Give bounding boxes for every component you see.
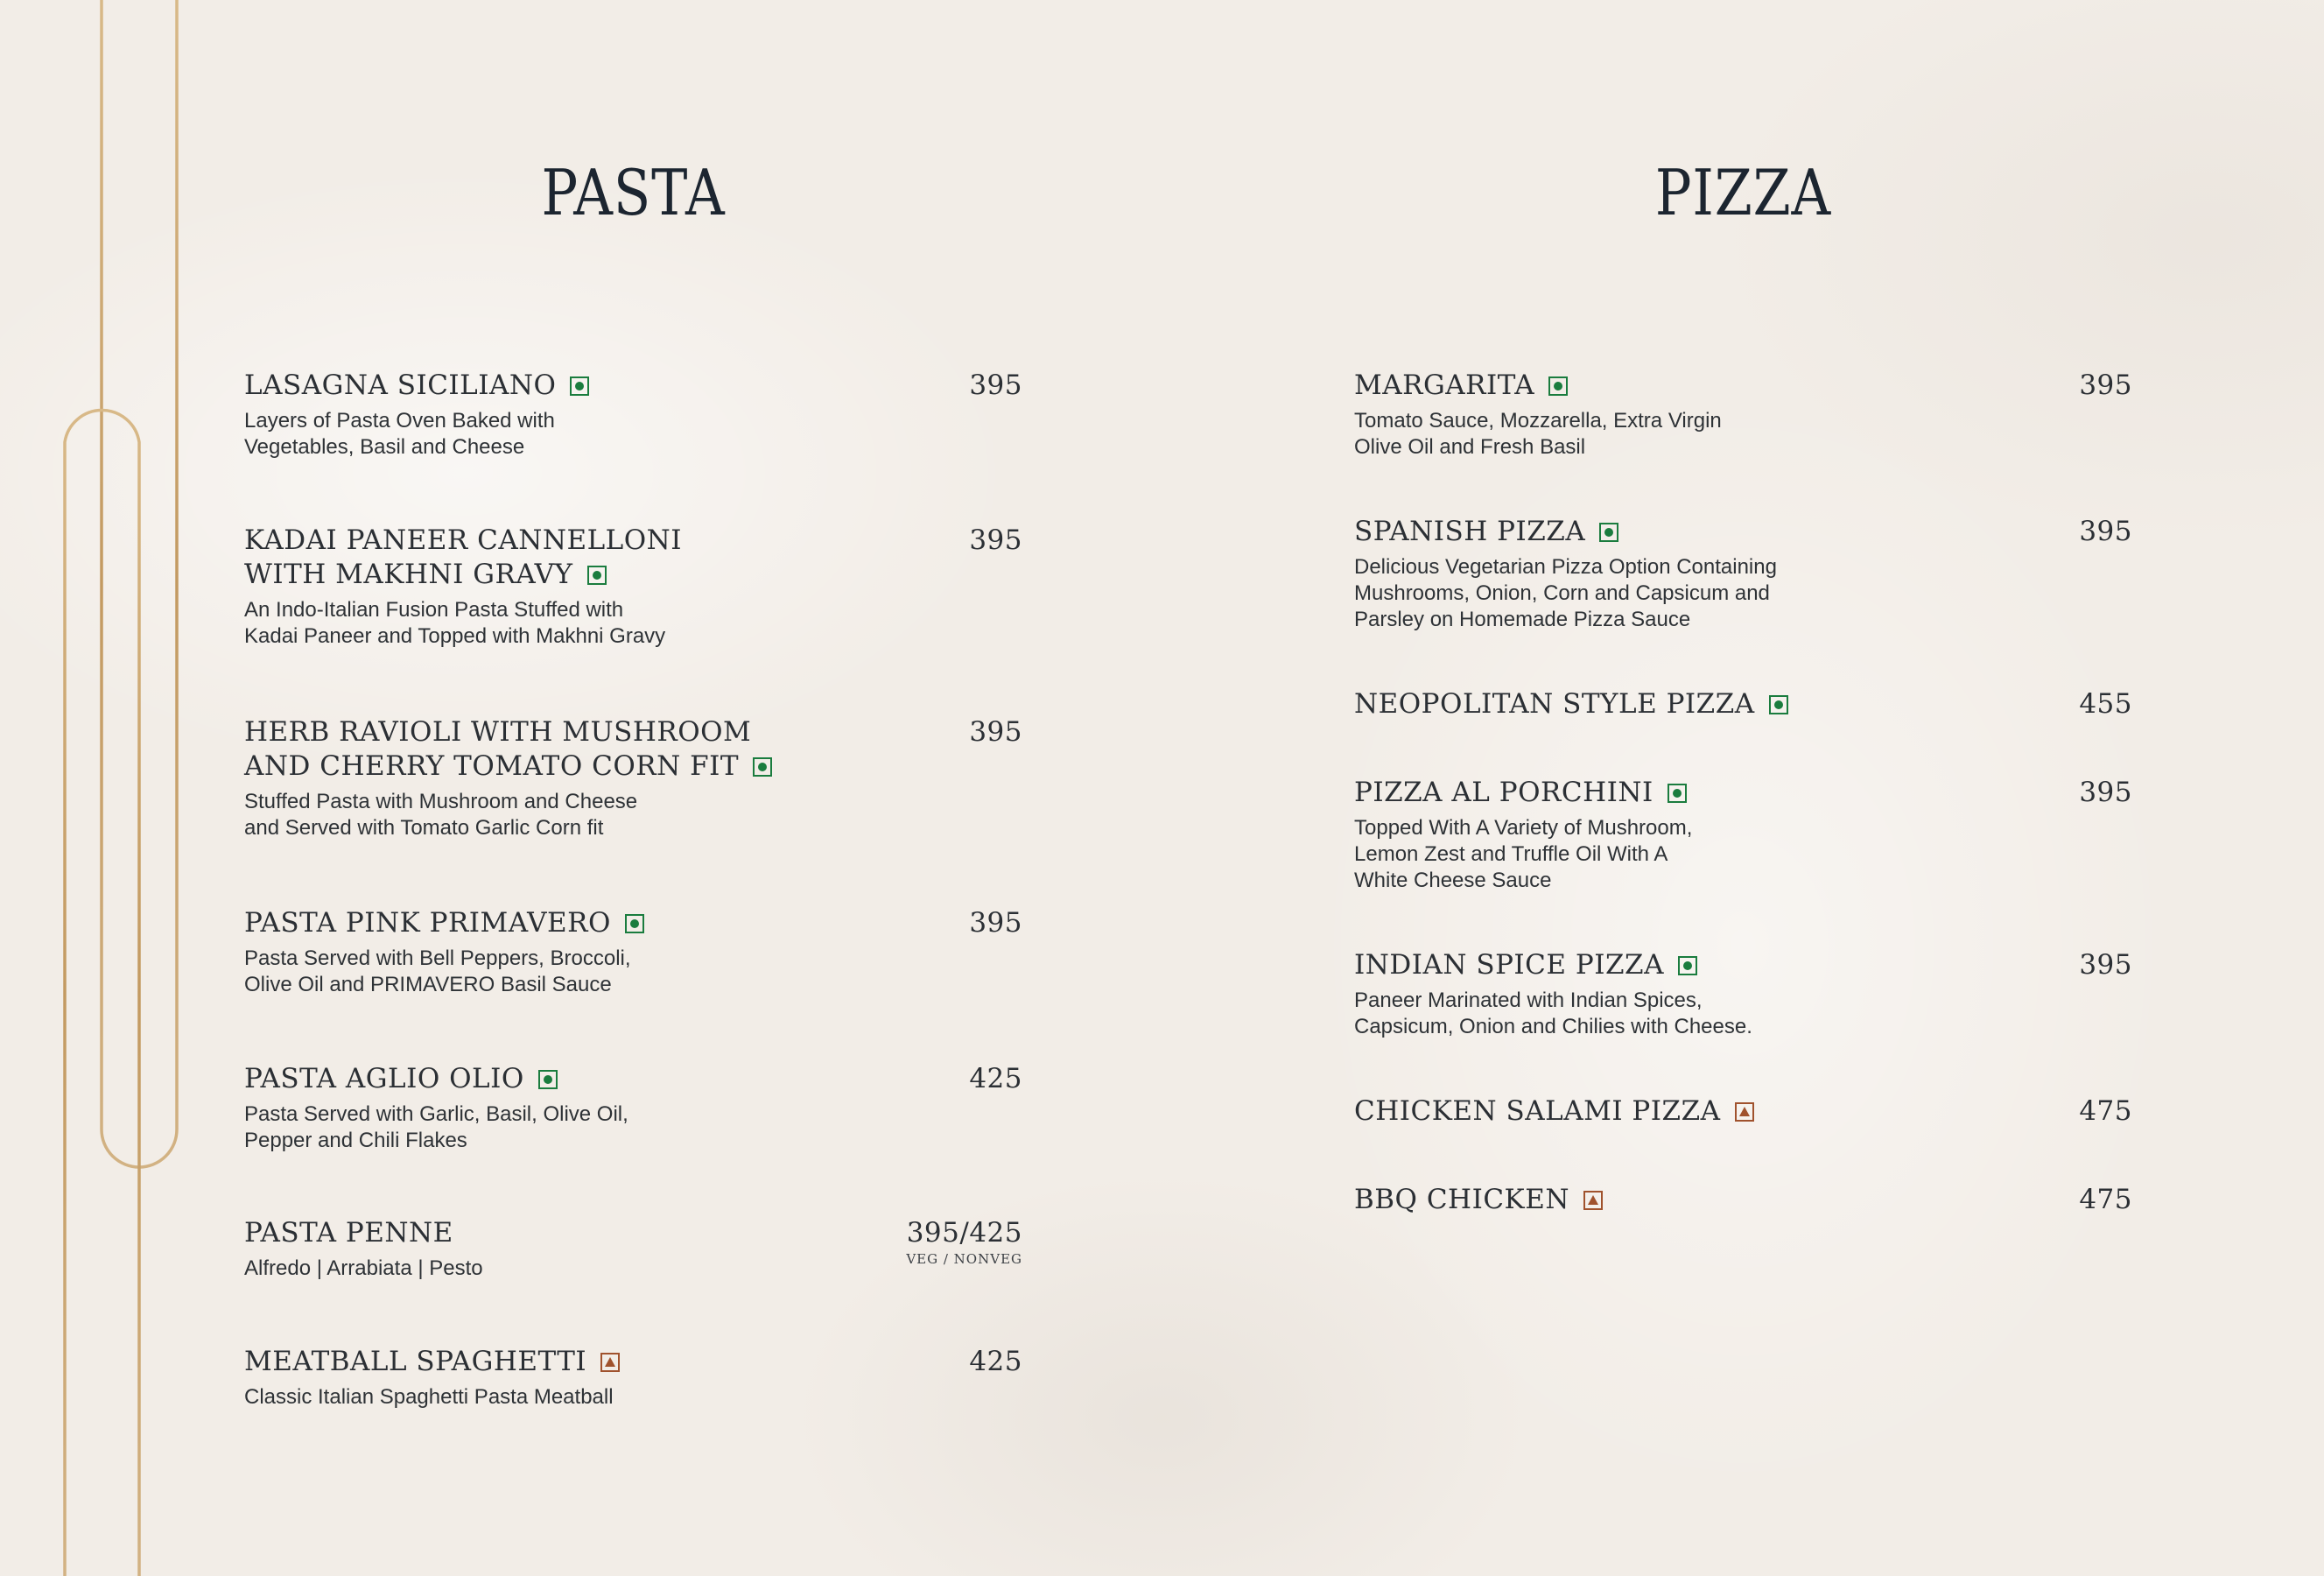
veg-icon: [625, 914, 644, 933]
item-description: Alfredo | Arrabiata | Pesto: [244, 1256, 483, 1280]
item-name: PIZZA AL PORCHINI: [1354, 777, 1653, 808]
item-name: PASTA PINK PRIMAVERO: [244, 907, 611, 939]
item-description: Delicious Vegetarian Pizza Option Containing Mushrooms, Onion, Corn and Capsicum and Parsley on Homemade Pizza Sauce: [1354, 555, 1777, 631]
veg-icon: [1678, 956, 1697, 975]
item-description: Pasta Served with Bell Peppers, Broccoli, Olive Oil and PRIMAVERO Basil Sauce: [244, 946, 631, 996]
menu-item-bbq-chicken: [1354, 1183, 2132, 1217]
item-name: PASTA PENNE: [244, 1217, 453, 1249]
pizza-title: PIZZA: [1654, 156, 1832, 229]
menu-item-lasagna-siciliano: [244, 369, 1022, 461]
item-description: Topped With A Variety of Mushroom, Lemon Zest and Truffle Oil With A White Cheese Sauce: [1354, 816, 1693, 892]
item-description: Tomato Sauce, Mozzarella, Extra Virgin Olive Oil and Fresh Basil: [1354, 409, 1722, 459]
veg-icon: [570, 376, 589, 396]
item-description: Classic Italian Spaghetti Pasta Meatball: [244, 1385, 614, 1409]
veg-icon: [1769, 695, 1788, 714]
pasta-section: [244, 0, 1022, 1576]
veg-icon: [1599, 523, 1618, 542]
menu-item-pasta-penne: [244, 1216, 1022, 1282]
nonveg-icon: [600, 1353, 620, 1372]
item-description: Pasta Served with Garlic, Basil, Olive Oil, Pepper and Chili Flakes: [244, 1102, 628, 1152]
item-name: CHICKEN SALAMI PIZZA: [1354, 1095, 1721, 1127]
item-price: 395: [969, 716, 1022, 748]
item-description: Layers of Pasta Oven Baked with Vegetables, Basil and Cheese: [244, 409, 555, 459]
item-price: 425: [969, 1063, 1022, 1094]
menu-item-meatball-spaghetti: [244, 1345, 1022, 1411]
price-note: VEG / NONVEG: [906, 1251, 1022, 1267]
veg-icon: [1548, 376, 1568, 396]
item-description: An Indo-Italian Fusion Pasta Stuffed with Kadai Paneer and Topped with Makhni Gravy: [244, 598, 666, 648]
item-price: 395: [2079, 369, 2132, 401]
menu-item-chicken-salami-pizza: [1354, 1094, 2132, 1129]
menu-item-margarita: [1354, 369, 2132, 461]
item-price: 395/425 VEG / NONVEG: [906, 1217, 1022, 1267]
item-price: 395: [969, 369, 1022, 401]
item-price: 475: [2079, 1095, 2132, 1127]
item-name: HERB RAVIOLI WITH MUSHROOM AND CHERRY TOMATO CORN FIT: [244, 716, 752, 782]
pizza-section: [1354, 0, 2132, 1576]
item-description: Stuffed Pasta with Mushroom and Cheese and Served with Tomato Garlic Corn fit: [244, 790, 638, 840]
item-name: PASTA AGLIO OLIO: [244, 1063, 524, 1094]
item-name: MEATBALL SPAGHETTI: [244, 1346, 587, 1377]
item-name: MARGARITA: [1354, 369, 1535, 401]
menu-item-pizza-al-porchini: [1354, 776, 2132, 894]
nonveg-icon: [1735, 1102, 1754, 1122]
item-price: 395: [2079, 949, 2132, 981]
item-name: KADAI PANEER CANNELLONI WITH MAKHNI GRAVY: [244, 524, 683, 590]
item-name: INDIAN SPICE PIZZA: [1354, 949, 1664, 981]
item-name: SPANISH PIZZA: [1354, 516, 1586, 547]
item-price: 395: [2079, 777, 2132, 808]
item-name: NEOPOLITAN STYLE PIZZA: [1354, 688, 1755, 720]
menu-item-pasta-aglio-olio: [244, 1062, 1022, 1154]
item-name: BBQ CHICKEN: [1354, 1184, 1569, 1215]
menu-item-spanish-pizza: [1354, 515, 2132, 633]
menu-item-pasta-pink-primavero: [244, 906, 1022, 998]
nonveg-icon: [1583, 1191, 1603, 1210]
pasta-title: PASTA: [541, 156, 726, 229]
item-price: 455: [2079, 688, 2132, 720]
veg-icon: [538, 1070, 558, 1089]
veg-icon: [1668, 784, 1687, 803]
menu-item-indian-spice-pizza: [1354, 948, 2132, 1040]
veg-icon: [587, 566, 607, 585]
item-price: 395: [969, 524, 1022, 556]
menu-item-kadai-paneer-cannelloni: [244, 524, 1022, 650]
veg-icon: [753, 757, 772, 777]
item-name: LASAGNA SICILIANO: [244, 369, 557, 401]
item-price: 425: [969, 1346, 1022, 1377]
item-price: 395: [2079, 516, 2132, 547]
item-description: Paneer Marinated with Indian Spices, Capsicum, Onion and Chilies with Cheese.: [1354, 989, 1752, 1038]
menu-item-herb-ravioli: [244, 715, 1022, 841]
item-price: 395: [969, 907, 1022, 939]
item-price: 475: [2079, 1184, 2132, 1215]
menu-item-neopolitan-style-pizza: [1354, 687, 2132, 721]
